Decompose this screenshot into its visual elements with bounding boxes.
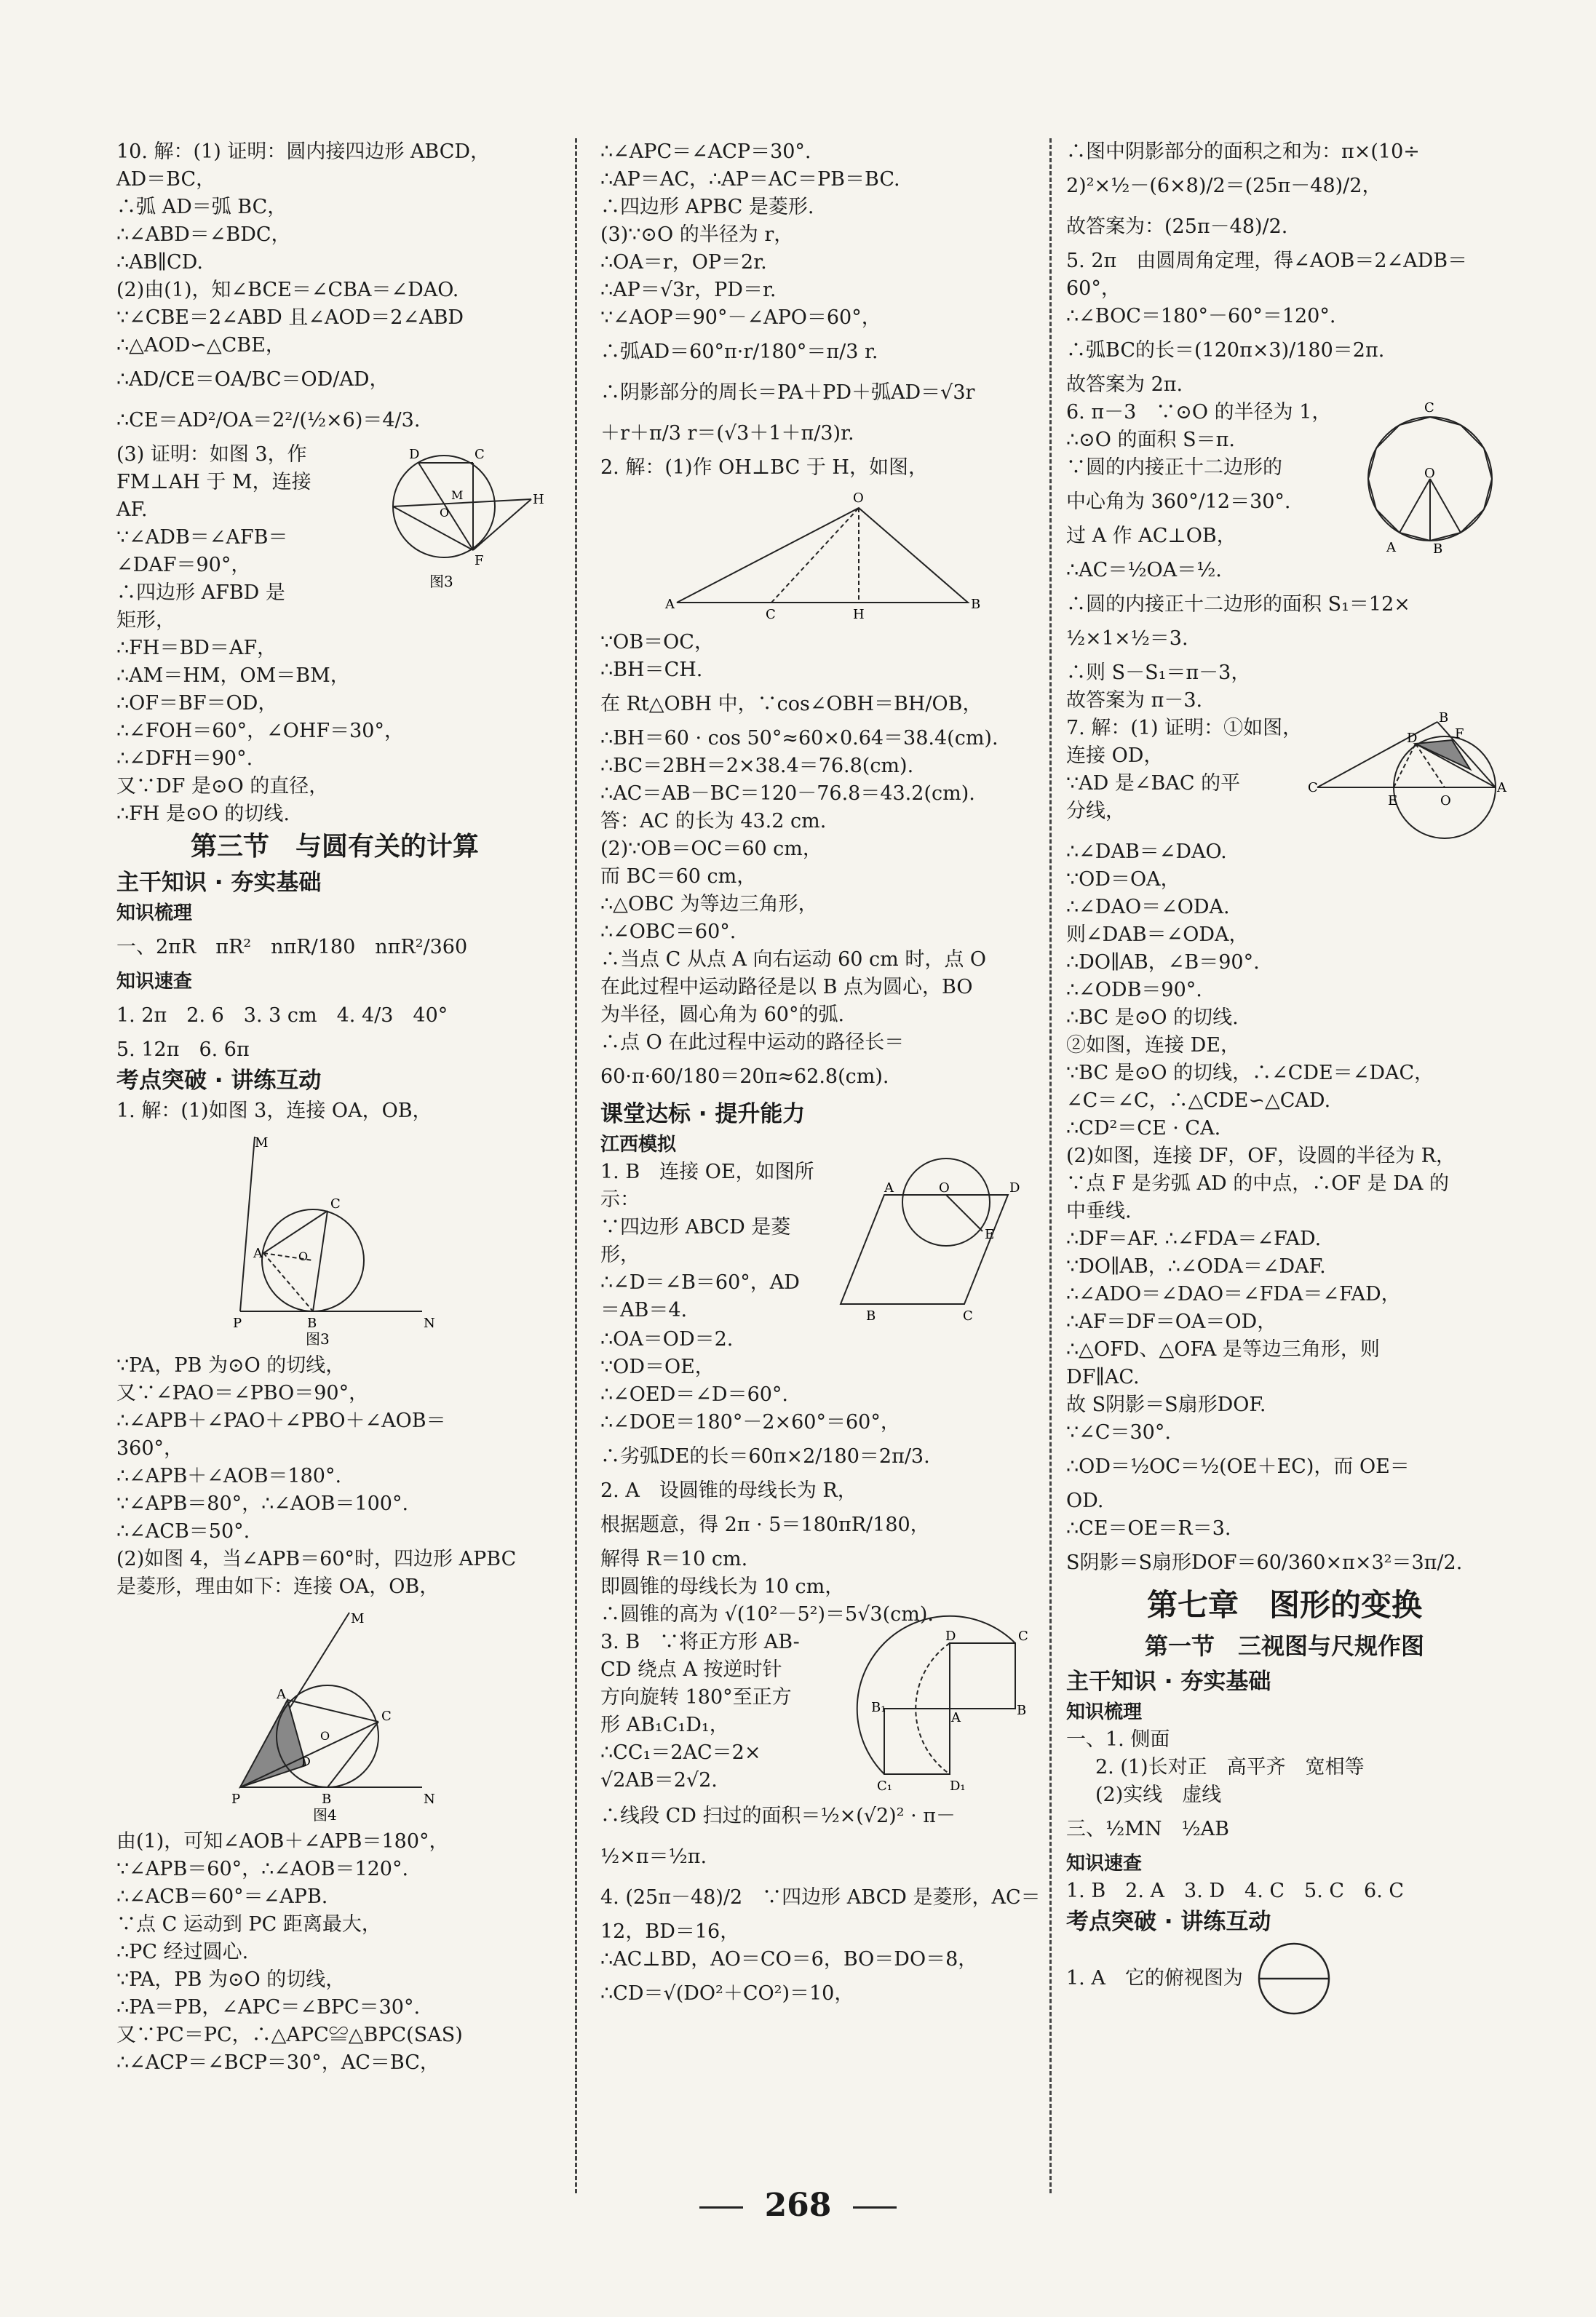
text-line: ∴PC 经过圆心. xyxy=(116,1941,249,1963)
text-line: ∴∠DOE＝180°－2×60°＝60°， xyxy=(600,1411,900,1434)
text-line: DF∥AC. xyxy=(1066,1366,1140,1388)
text-line: ∵∠AOP＝90°－∠APO＝60°， xyxy=(600,306,881,329)
svg-text:C₁: C₁ xyxy=(877,1779,892,1794)
text-line: ∴劣弧DE的长＝60π×2/180＝2π/3. xyxy=(600,1445,930,1468)
section-title: 第一节 三视图与尺规作图 xyxy=(1144,1632,1424,1660)
svg-text:D: D xyxy=(1407,731,1418,746)
q7-block xyxy=(1066,710,1506,838)
figure-dodecagon xyxy=(1357,399,1503,559)
text-line: ∴BH＝60 · cos 50°≈60×0.64＝38.4(cm). xyxy=(600,727,999,750)
q1-rest xyxy=(600,1326,1044,1477)
figure-caption: 图4 xyxy=(313,1806,337,1824)
subheading: 知识速查 xyxy=(116,971,193,993)
text-line: 过 A 作 AC⊥OB， xyxy=(1066,525,1236,547)
text-line: ∴∠D＝∠B＝60°，AD xyxy=(600,1271,800,1294)
text-line: (2)由(1)，知∠BCE＝∠CBA＝∠DAO. xyxy=(116,279,459,301)
subsection-title: 课堂达标 · 提升能力 xyxy=(600,1101,806,1127)
text-line: (2)∵OB＝OC＝60 cm， xyxy=(600,838,822,860)
text-line: ∵∠C＝30°. xyxy=(1066,1421,1171,1444)
svg-text:B₁: B₁ xyxy=(871,1700,886,1715)
text-line: (2)如图 4，当∠APB＝60°时，四边形 APBC xyxy=(116,1548,517,1570)
text-line: 即圆锥的母线长为 10 cm， xyxy=(600,1575,845,1598)
svg-text:B: B xyxy=(1433,541,1443,557)
text-line: ∵∠CBE＝2∠ABD 且∠AOD＝2∠ABD xyxy=(116,306,464,329)
text-line: ∵∠ADB＝∠AFB＝ xyxy=(116,526,288,549)
q1-last xyxy=(1066,1939,1503,2019)
text-line: AD＝BC， xyxy=(116,168,216,191)
text-line: ∵PA，PB 为⊙O 的切线， xyxy=(116,1968,346,1991)
svg-text:O: O xyxy=(939,1180,950,1196)
text-line: 6. π－3 ∵⊙O 的半径为 1， xyxy=(1066,401,1332,424)
text-line: ∵∠APB＝60°，∴∠AOB＝120°. xyxy=(116,1858,409,1880)
text-line: 1. A 它的俯视图为 xyxy=(1066,1967,1243,1990)
svg-text:M: M xyxy=(255,1135,269,1150)
q6-block xyxy=(1066,399,1503,591)
col3-top xyxy=(1066,138,1503,399)
text-line: 2)²×½－(6×8)/2＝(25π－48)/2， xyxy=(1066,175,1382,197)
svg-text:P: P xyxy=(231,1792,241,1807)
text-line: ∴AC⊥BD，AO＝CO＝6，BO＝DO＝8， xyxy=(600,1948,978,1971)
subsection-title: 主干知识 · 夯实基础 xyxy=(1066,1669,1271,1695)
text-line: ∵点 C 运动到 PC 距离最大， xyxy=(116,1913,381,1936)
svg-text:M: M xyxy=(351,1611,365,1626)
text-line: 12，BD＝16， xyxy=(600,1920,740,1943)
text-line: ∵AD 是∠BAC 的平 xyxy=(1066,772,1241,795)
text-line: ∵四边形 ABCD 是菱 xyxy=(600,1216,791,1239)
q6-tail xyxy=(1066,591,1503,715)
text-line: ∴弧 AD＝弧 BC， xyxy=(116,196,287,218)
text-line: 1. B 2. A 3. D 4. C 5. C 6. C xyxy=(1066,1880,1405,1902)
figure-circle-3 xyxy=(364,441,553,594)
svg-text:B: B xyxy=(866,1308,876,1324)
q2-body xyxy=(600,629,1044,1097)
text-line: ∴DF＝AF. ∴∠FDA＝∠FAD. xyxy=(1066,1228,1322,1250)
text-line: ∴△OBC 为等边三角形， xyxy=(600,893,818,915)
text-line: ∵OD＝OE， xyxy=(600,1356,715,1378)
subsection-title: 考点突破 · 讲练互动 xyxy=(1066,1909,1271,1935)
col2-top xyxy=(600,138,1044,482)
text-line: ∵PA，PB 为⊙O 的切线， xyxy=(116,1354,346,1377)
svg-text:A: A xyxy=(1497,780,1506,795)
text-line: ∴△OFD、△OFA 是等边三角形，则 xyxy=(1066,1338,1380,1361)
text-line: 故答案为：(25π－48)/2. xyxy=(1066,215,1288,238)
text-line: ∴∠ADO＝∠DAO＝∠FDA＝∠FAD， xyxy=(1066,1283,1401,1305)
figure-rotated-squares xyxy=(870,1629,1044,1796)
text-line: ∴当点 C 从点 A 向右运动 60 cm 时，点 O xyxy=(600,948,987,971)
q3-tail xyxy=(600,1796,1044,1877)
svg-text:C: C xyxy=(330,1196,341,1212)
formula-line: 一、2πR πR² nπR/180 nπR²/360 xyxy=(116,936,468,958)
text-line: ∴四边形 APBC 是菱形. xyxy=(600,196,814,218)
text-line: ∴∠ACP＝∠BCP＝30°，AC＝BC， xyxy=(116,2051,440,2074)
svg-text:O: O xyxy=(1440,793,1451,808)
text-line: 5. 2π 由圆周角定理，得∠AOB＝2∠ADB＝ xyxy=(1066,250,1468,272)
figure-caption: 图3 xyxy=(306,1330,330,1348)
text-line: 连接 OD， xyxy=(1066,744,1164,767)
text-line: ∴∠DFH＝90°. xyxy=(116,747,253,770)
text-line: 根据题意，得 2π · 5＝180πR/180， xyxy=(600,1514,930,1536)
text-line: ∵OB＝OC， xyxy=(600,631,714,653)
figure-rhombus-circle xyxy=(866,1158,1044,1326)
proof3-block xyxy=(116,441,553,635)
text-line: ∴弧AD＝60°π·r/180°＝π/3 r. xyxy=(600,341,878,363)
svg-text:A: A xyxy=(951,1710,961,1725)
text-line: ∴OF＝BF＝OD， xyxy=(116,692,278,715)
svg-text:B: B xyxy=(1439,710,1449,726)
svg-text:C: C xyxy=(475,447,485,462)
svg-text:B: B xyxy=(322,1792,332,1807)
text-line: ∴则 S－S₁＝π－3， xyxy=(1066,661,1251,684)
svg-text:A: A xyxy=(665,597,675,612)
text-line: ∵点 F 是劣弧 AD 的中点，∴OF 是 DA 的 xyxy=(1066,1172,1449,1195)
svg-text:D: D xyxy=(945,1629,956,1644)
figure-tangent-3 xyxy=(226,1129,444,1348)
q1-body2 xyxy=(116,1828,553,2077)
text-line: 中垂线. xyxy=(1066,1200,1132,1223)
text-line: 解得 R＝10 cm. xyxy=(600,1548,748,1570)
text-line: ＋r＋π/3 r＝(√3＋1＋π/3)r. xyxy=(600,422,854,445)
text-line: ∵OD＝OA， xyxy=(1066,868,1180,891)
text-line: AF. xyxy=(116,498,148,521)
figure-angle-bisector xyxy=(1306,710,1506,838)
text-line: S阴影＝S扇形DOF＝60/360×π×3²＝3π/2. xyxy=(1066,1551,1463,1574)
text-line: ∴BC＝2BH＝2×38.4＝76.8(cm). xyxy=(600,755,914,777)
text-line: 360°， xyxy=(116,1437,184,1460)
column-separator-left xyxy=(575,138,577,2193)
text-line: ∴图中阴影部分的面积之和为：π×(10÷ xyxy=(1066,140,1420,163)
text-line: 60·π·60/180＝20π≈62.8(cm). xyxy=(600,1065,889,1088)
text-line: 示： xyxy=(600,1188,640,1211)
svg-text:M: M xyxy=(451,488,464,502)
text-line: ∠C＝∠C，∴△CDE∽△CAD. xyxy=(1066,1089,1331,1112)
svg-text:N: N xyxy=(424,1316,435,1331)
svg-text:D₁: D₁ xyxy=(950,1779,966,1794)
svg-text:O: O xyxy=(298,1249,309,1263)
svg-text:P: P xyxy=(233,1316,242,1331)
text-line: 故 S阴影＝S扇形DOF. xyxy=(1066,1394,1266,1416)
svg-text:H: H xyxy=(853,607,865,622)
text-line: ½×1×½＝3. xyxy=(1066,627,1188,650)
text-line: ∵DO∥AB，∴∠ODA＝∠DAF. xyxy=(1066,1255,1326,1278)
svg-text:B: B xyxy=(307,1316,317,1331)
text-line: 60°， xyxy=(1066,277,1121,300)
text-line: 1. 解：(1)如图 3，连接 OA，OB， xyxy=(116,1100,432,1122)
text-line: 3. B ∵将正方形 AB- xyxy=(600,1631,800,1653)
text-line: ∴FH 是⊙O 的切线. xyxy=(116,803,290,825)
text-line: OD. xyxy=(1066,1490,1104,1512)
text-line: ∵∠APB＝80°，∴∠AOB＝100°. xyxy=(116,1493,409,1515)
text-line: 形 AB₁C₁D₁， xyxy=(600,1714,729,1736)
subsection-title: 主干知识 · 夯实基础 xyxy=(116,870,322,896)
text-line: 故答案为 π－3. xyxy=(1066,689,1203,712)
text-line: ½×π＝½π. xyxy=(600,1845,707,1868)
text-line: 一、1. 侧面 xyxy=(1066,1728,1170,1751)
svg-text:C: C xyxy=(381,1709,392,1724)
text-line: 在此过程中运动路径是以 B 点为圆心，BO xyxy=(600,976,973,998)
svg-text:C: C xyxy=(1308,780,1318,795)
text-line: 三、½MN ½AB xyxy=(1066,1818,1229,1840)
text-line: 2. 解：(1)作 OH⊥BC 于 H，如图， xyxy=(600,456,928,479)
q4-lines xyxy=(600,1877,1044,2014)
text-line: ∴线段 CD 扫过的面积＝½×(√2)² · π－ xyxy=(600,1805,956,1827)
text-line: 为半径，圆心角为 60°的弧. xyxy=(600,1003,845,1026)
text-line: 2. A 设圆锥的母线长为 R， xyxy=(600,1479,857,1502)
text-line: ∴∠OBC＝60°. xyxy=(600,921,737,943)
text-line: ∴AD/CE＝OA/BC＝OD/AD， xyxy=(116,368,389,391)
text-line: ∴CC₁＝2AC＝2× xyxy=(600,1741,761,1764)
text-line: ∴∠DAB＝∠DAO. xyxy=(1066,840,1227,863)
text-line: 形， xyxy=(600,1244,640,1266)
svg-text:A: A xyxy=(253,1246,263,1261)
text-line: ∴AC＝½OA＝½. xyxy=(1066,559,1222,581)
text-line: ∴AF＝DF＝OA＝OD， xyxy=(1066,1311,1277,1333)
text-line: ∴∠APB＋∠AOB＝180°. xyxy=(116,1465,342,1487)
q7-body xyxy=(1066,838,1503,1583)
text-line: ∴DO∥AB，∠B＝90°. xyxy=(1066,951,1260,974)
text-line: ∴∠APB＋∠PAO＋∠PBO＋∠AOB＝ xyxy=(116,1410,446,1432)
page-number xyxy=(0,2187,1596,2224)
text-line: ∴CD＝√(DO²＋CO²)＝10， xyxy=(600,1982,854,2005)
page-number-text: 268 xyxy=(764,2187,832,2224)
text-line: 中心角为 360°/12＝30°. xyxy=(1066,490,1291,513)
chapter-title: 第七章 图形的变换 xyxy=(1146,1587,1422,1623)
q1-body xyxy=(116,1352,553,1601)
text-line: (3) 证明：如图 3，作 xyxy=(116,443,307,466)
svg-text:A: A xyxy=(884,1180,894,1196)
text-line: 又∵∠PAO＝∠PBO＝90°， xyxy=(116,1382,369,1404)
text-line: ∴∠ODB＝90°. xyxy=(1066,979,1202,1001)
svg-text:O: O xyxy=(853,490,864,506)
svg-text:A: A xyxy=(1386,540,1396,555)
svg-text:B: B xyxy=(1017,1703,1027,1718)
text-line: ∴AC＝AB－BC＝120－76.8＝43.2(cm). xyxy=(600,782,975,805)
svg-text:N: N xyxy=(424,1792,435,1807)
text-line: ∴OA＝OD＝2. xyxy=(600,1328,734,1351)
subheading: 江西模拟 xyxy=(600,1134,677,1156)
text-line: 5. 12π 6. 6π xyxy=(116,1038,250,1061)
text-line: 则∠DAB＝∠ODA， xyxy=(1066,923,1249,946)
figure-triangle xyxy=(662,486,982,624)
text-line: ∴△AOD∽△CBE， xyxy=(116,334,285,357)
svg-text:D: D xyxy=(1009,1180,1020,1196)
text-line: ∴FH＝BD＝AF， xyxy=(116,637,277,659)
column-separator-right xyxy=(1049,138,1052,2193)
subheading: 知识速查 xyxy=(1066,1853,1143,1875)
page-number-dash xyxy=(699,2206,743,2209)
text-line: 在 Rt△OBH 中，∵cos∠OBH＝BH/OB， xyxy=(600,693,982,715)
text-line: ∴四边形 AFBD 是 xyxy=(116,581,285,604)
text-line: ∴∠BOC＝180°－60°＝120°. xyxy=(1066,305,1336,327)
text-line: ∴阴影部分的周长＝PA＋PD＋弧AD＝√3r xyxy=(600,381,975,404)
q2-lines xyxy=(600,1477,1044,1629)
text-line: ∴CD²＝CE · CA. xyxy=(1066,1117,1221,1140)
figure-rhombus-4 xyxy=(226,1605,444,1824)
text-line: ∴BC 是⊙O 的切线. xyxy=(1066,1006,1239,1029)
text-line: ∴AP＝√3r，PD＝r. xyxy=(600,279,777,301)
svg-text:D: D xyxy=(409,447,420,462)
text-line: 1. B 连接 OE，如图所 xyxy=(600,1161,814,1183)
text-line: 方向旋转 180°至正方 xyxy=(600,1686,792,1709)
column-right xyxy=(1066,138,1506,2193)
text-line: 又∵DF 是⊙O 的直径， xyxy=(116,775,329,798)
text-line: ∵BC 是⊙O 的切线，∴∠CDE＝∠DAC， xyxy=(1066,1062,1434,1084)
text-line: 10. 解：(1) 证明：圆内接四边形 ABCD， xyxy=(116,140,491,163)
q1-block xyxy=(600,1158,1044,1326)
svg-text:C: C xyxy=(1018,1629,1028,1644)
text-line: (3)∵⊙O 的半径为 r， xyxy=(600,223,794,246)
text-line: ∴圆的内接正十二边形的面积 S₁＝12× xyxy=(1066,593,1410,616)
text-line: 分线， xyxy=(1066,800,1125,822)
figure-top-view-circle xyxy=(1243,1939,1345,2019)
svg-text:F: F xyxy=(1455,726,1464,742)
text-line: ∴BH＝CH. xyxy=(600,659,703,681)
subheading: 知识梳理 xyxy=(116,902,193,924)
text-line: ∠DAF＝90°， xyxy=(116,554,251,576)
text-line: ∴∠APC＝∠ACP＝30°. xyxy=(600,140,811,163)
svg-text:D: D xyxy=(301,1754,311,1768)
column-left xyxy=(116,138,553,2193)
text-line: ∴OA＝r，OP＝2r. xyxy=(600,251,767,274)
text-line: ＝AB＝4. xyxy=(600,1299,688,1322)
text-line: ∴AP＝AC，∴AP＝AC＝PB＝BC. xyxy=(600,168,900,191)
svg-text:C: C xyxy=(963,1308,973,1324)
text-line: ∴∠OED＝∠D＝60°. xyxy=(600,1383,789,1406)
text-line: CD 绕点 A 按逆时针 xyxy=(600,1658,782,1681)
text-line: √2AB＝2√2. xyxy=(600,1769,718,1792)
text-line: 矩形， xyxy=(116,609,175,632)
text-line: ∴∠ABD＝∠BDC， xyxy=(116,223,291,246)
text-line: 故答案为 2π. xyxy=(1066,373,1183,396)
text-line: 4. (25π－48)/2 ∵四边形 ABCD 是菱形，AC＝ xyxy=(600,1886,1041,1909)
text-line: ∴∠ACB＝50°. xyxy=(116,1520,250,1543)
text-line: ∴圆锥的高为 √(10²－5²)＝5√3(cm). xyxy=(600,1603,934,1626)
text-line: 而 BC＝60 cm， xyxy=(600,865,757,888)
svg-text:O: O xyxy=(1424,466,1435,481)
svg-text:B: B xyxy=(971,597,981,612)
subheading: 知识梳理 xyxy=(1066,1701,1143,1723)
svg-text:C: C xyxy=(1424,400,1434,416)
svg-text:E: E xyxy=(1388,793,1398,808)
text-line: ②如图，连接 DE， xyxy=(1066,1034,1240,1057)
text-line: ∴点 O 在此过程中运动的路径长＝ xyxy=(600,1031,905,1054)
svg-text:F: F xyxy=(475,553,484,568)
text-line: 1. 2π 2. 6 3. 3 cm 4. 4/3 40° xyxy=(116,1004,448,1027)
svg-text:C: C xyxy=(766,607,776,622)
text-line: 2. (1)长对正 高平齐 宽相等 xyxy=(1095,1756,1365,1779)
text-line: 答：AC 的长为 43.2 cm. xyxy=(600,810,827,832)
text-line: ∴AB∥CD. xyxy=(116,251,203,274)
text-line: 又∵PC＝PC，∴△APC≌△BPC(SAS) xyxy=(116,2024,463,2046)
proof3b-block xyxy=(116,635,553,828)
text-line: FM⊥AH 于 M，连接 xyxy=(116,471,311,493)
svg-text:A: A xyxy=(277,1687,286,1702)
q10-top xyxy=(116,138,553,441)
text-line: ∴∠DAO＝∠ODA. xyxy=(1066,896,1230,918)
section-title: 第三节 与圆有关的计算 xyxy=(190,832,479,862)
figure-caption: 图3 xyxy=(429,573,453,590)
text-line: ∴CE＝AD²/OA＝2²/(½×6)＝4/3. xyxy=(116,409,421,432)
text-line: (2)如图，连接 DF，OF，设圆的半径为 R， xyxy=(1066,1145,1456,1167)
text-line: ∴OD＝½OC＝½(OE＋EC)，而 OE＝ xyxy=(1066,1455,1410,1478)
q3-block xyxy=(600,1629,1044,1796)
text-line: ∴∠ACB＝60°＝∠APB. xyxy=(116,1885,328,1908)
subsection-title: 考点突破 · 讲练互动 xyxy=(116,1068,322,1094)
text-line: ∴弧BC的长＝(120π×3)/180＝2π. xyxy=(1066,339,1385,362)
text-line: 由(1)，可知∠AOB＋∠APB＝180°， xyxy=(116,1830,449,1853)
svg-text:O: O xyxy=(320,1729,330,1743)
text-line: ∵圆的内接正十二边形的 xyxy=(1066,456,1282,479)
column-middle xyxy=(600,138,1044,2193)
text-line: (2)实线 虚线 xyxy=(1095,1784,1222,1806)
text-line: 是菱形，理由如下：连接 OA，OB， xyxy=(116,1575,440,1598)
page-number-dash xyxy=(853,2206,897,2209)
text-line: ∴PA＝PB，∠APC＝∠BPC＝30°. xyxy=(116,1996,421,2019)
text-line: 7. 解：(1) 证明：①如图， xyxy=(1066,717,1303,739)
svg-text:E: E xyxy=(985,1227,995,1242)
text-line: ∴AM＝HM，OM＝BM， xyxy=(116,664,350,687)
svg-text:O: O xyxy=(440,506,450,520)
svg-text:H: H xyxy=(533,492,544,507)
text-line: ∴CE＝OE＝R＝3. xyxy=(1066,1517,1231,1540)
text-line: ∴∠FOH＝60°，∠OHF＝30°， xyxy=(116,720,404,742)
text-line: ∴⊙O 的面积 S＝π. xyxy=(1066,429,1235,451)
